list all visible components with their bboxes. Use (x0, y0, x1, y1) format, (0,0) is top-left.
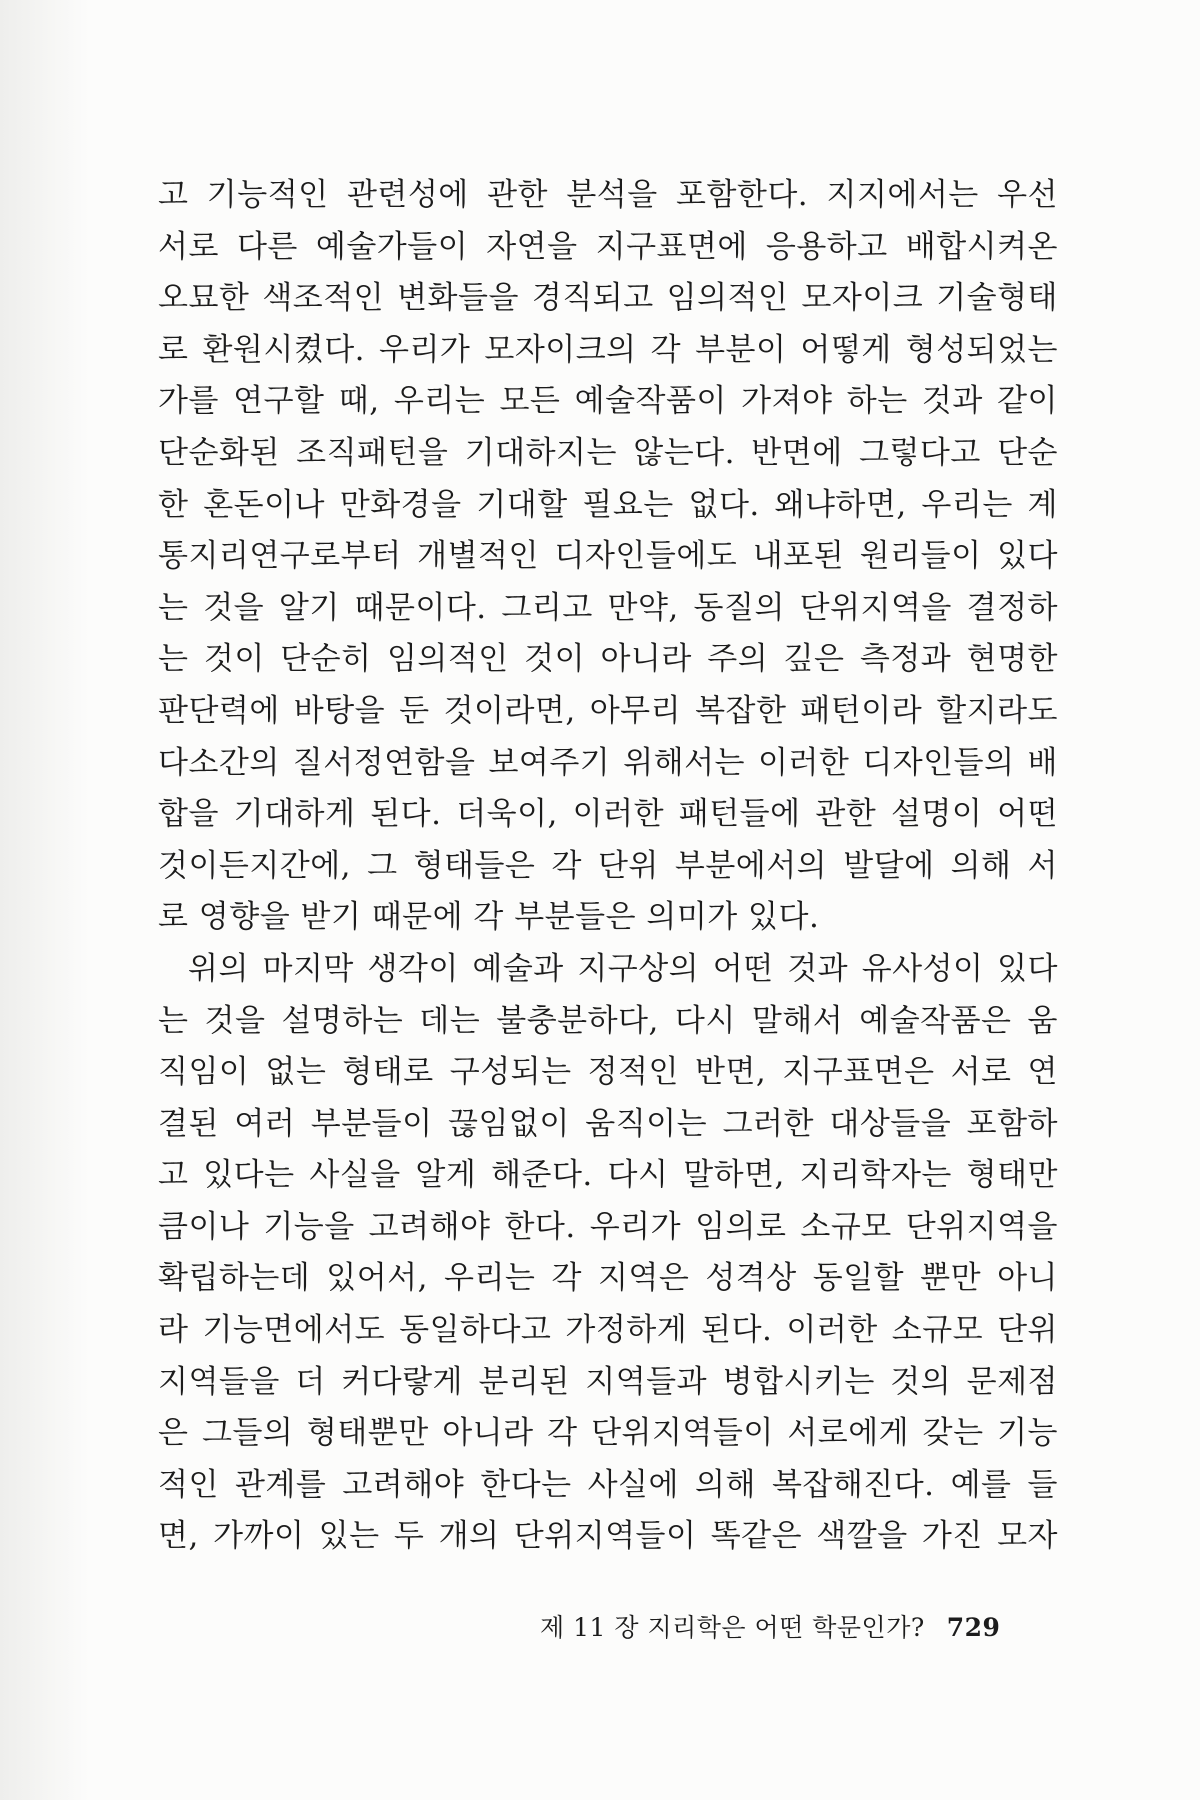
text-line: 서로 다른 예술가들이 자연을 지구표면에 응용하고 배합시켜온 (158, 228, 1058, 265)
paragraph-end-line: 로 영향을 받기 때문에 각 부분들은 의미가 있다. (158, 899, 820, 936)
text-line: 고 기능적인 관련성에 관한 분석을 포함한다. 지지에서는 우선 (158, 177, 1058, 213)
text-line: 합을 기대하게 된다. 더욱이, 이러한 패턴들에 관한 설명이 어떤 (158, 796, 1058, 833)
text-line: 한 혼돈이나 만화경을 기대할 필요는 없다. 왜냐하면, 우리는 계 (158, 486, 1058, 523)
text-line: 가를 연구할 때, 우리는 모든 예술작품이 가져야 하는 것과 같이 (158, 383, 1058, 420)
page-number: 729 (946, 1613, 1001, 1642)
text-line: 고 있다는 사실을 알게 해준다. 다시 말하면, 지리학자는 형태만 (158, 1157, 1058, 1194)
text-line: 것이든지간에, 그 형태들은 각 단위 부분에서의 발달에 의해 서 (158, 847, 1058, 884)
text-line: 확립하는데 있어서, 우리는 각 지역은 성격상 동일할 뿐만 아니 (158, 1260, 1058, 1297)
text-line: 적인 관계를 고려해야 한다는 사실에 의해 복잡해진다. 예를 들 (158, 1466, 1058, 1503)
text-line: 지역들을 더 커다랗게 분리된 지역들과 병합시키는 것의 문제점 (158, 1363, 1058, 1400)
text-line: 오묘한 색조적인 변화들을 경직되고 임의적인 모자이크 기술형태 (158, 280, 1058, 317)
text-line: 는 것을 설명하는 데는 불충분하다, 다시 말해서 예술작품은 움 (158, 1002, 1058, 1039)
text-line: 큼이나 기능을 고려해야 한다. 우리가 임의로 소규모 단위지역을 (158, 1208, 1058, 1245)
text-line: 다소간의 질서정연함을 보여주기 위해서는 이러한 디자인들의 배 (158, 744, 1058, 781)
text-line: 는 것이 단순히 임의적인 것이 아니라 주의 깊은 측정과 현명한 (158, 641, 1058, 678)
body-text (158, 170, 1058, 1563)
text-line: 결된 여러 부분들이 끊임없이 움직이는 그러한 대상들을 포함하 (158, 1105, 1058, 1142)
text-line: 통지리연구로부터 개별적인 디자인들에도 내포된 원리들이 있다 (158, 538, 1058, 575)
text-line: 직임이 없는 형태로 구성되는 정적인 반면, 지구표면은 서로 연 (158, 1054, 1058, 1091)
text-line: 단순화된 조직패턴을 기대하지는 않는다. 반면에 그렇다고 단순 (158, 434, 1058, 471)
text-line: 은 그들의 형태뿐만 아니라 각 단위지역들이 서로에게 갖는 기능 (158, 1415, 1058, 1452)
text-line: 로 환원시켰다. 우리가 모자이크의 각 부분이 어떻게 형성되었는 (158, 331, 1058, 368)
page-gutter-shadow (0, 0, 90, 1800)
page-footer (540, 1608, 1060, 1648)
text-line: 는 것을 알기 때문이다. 그리고 만약, 동질의 단위지역을 결정하 (158, 589, 1058, 626)
paragraph-start-line: 위의 마지막 생각이 예술과 지구상의 어떤 것과 유사성이 있다 (188, 950, 1058, 987)
running-footer-chapter: 제 11 장 지리학은 어떤 학문인가? (540, 1613, 925, 1642)
text-line: 라 기능면에서도 동일하다고 가정하게 된다. 이러한 소규모 단위 (158, 1312, 1058, 1349)
text-line: 판단력에 바탕을 둔 것이라면, 아무리 복잡한 패턴이라 할지라도 (158, 692, 1058, 729)
text-line: 면, 가까이 있는 두 개의 단위지역들이 똑같은 색깔을 가진 모자 (158, 1518, 1058, 1555)
